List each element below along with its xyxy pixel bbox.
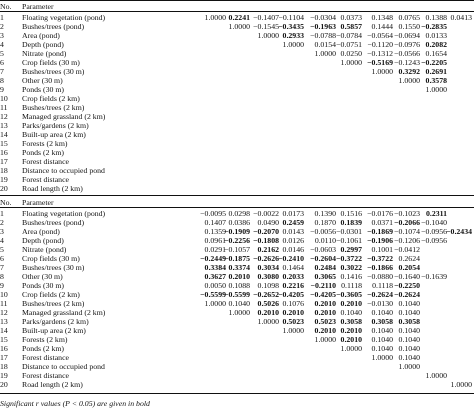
correlation-cell: 0.3080 [257, 272, 279, 281]
correlation-cell: −0.0412 [394, 245, 420, 254]
row-parameter: Road length (2 km) [22, 380, 83, 389]
correlation-cell: 1.0000 [204, 13, 226, 22]
table1-top-rule [0, 0, 474, 1]
correlation-cell: 0.2484 [314, 263, 336, 272]
correlation-cell: −0.2624 [367, 290, 393, 299]
correlation-cell: −0.0603 [310, 245, 336, 254]
correlation-cell: 1.0000 [282, 40, 304, 49]
correlation-cell: −0.0130 [367, 299, 393, 308]
row-number: 17 [0, 157, 8, 166]
correlation-cell: 0.1040 [371, 344, 393, 353]
row-number: 6 [0, 254, 4, 263]
correlation-cell: −0.2835 [421, 22, 447, 31]
correlation-cell: 0.2162 [257, 245, 279, 254]
row-parameter: Forests (2 km) [22, 335, 68, 344]
row-number: 11 [0, 299, 8, 308]
row-number: 4 [0, 236, 4, 245]
row-parameter: Crop fields (2 km) [22, 94, 80, 103]
row-parameter: Road length (2 km) [22, 184, 83, 193]
correlation-cell: 0.1550 [398, 22, 420, 31]
row-number: 10 [0, 290, 8, 299]
row-number: 7 [0, 263, 4, 272]
correlation-cell: −0.2410 [278, 254, 304, 263]
row-parameter: Managed grassland (2 km) [22, 308, 106, 317]
correlation-cell: 1.0000 [204, 299, 226, 308]
row-parameter: Crop fields (30 m) [22, 58, 80, 67]
correlation-cell: 0.0154 [314, 40, 336, 49]
correlation-cell: 0.1040 [371, 326, 393, 335]
correlation-cell: 0.1464 [282, 263, 304, 272]
correlation-cell: 1.0000 [450, 380, 472, 389]
correlation-cell: −0.4205 [310, 290, 336, 299]
correlation-cell: 0.2010 [257, 308, 279, 317]
correlation-cell: 1.0000 [314, 49, 336, 58]
correlation-cell: 0.2311 [425, 209, 447, 218]
correlation-cell: −0.0784 [336, 31, 362, 40]
row-parameter: Parks/gardens (2 km) [22, 317, 89, 326]
correlation-cell: 0.1416 [340, 272, 362, 281]
correlation-cell: 0.0373 [340, 13, 362, 22]
correlation-cell: 1.0000 [314, 335, 336, 344]
correlation-cell: 1.0000 [425, 371, 447, 380]
correlation-cell: 0.0413 [450, 13, 472, 22]
col-header-no: No. [0, 2, 12, 11]
correlation-cell: 0.1040 [398, 335, 420, 344]
correlation-cell: 0.2691 [425, 67, 447, 76]
correlation-cell: 0.2010 [282, 308, 304, 317]
row-parameter: Forest distance [22, 353, 69, 362]
correlation-cell: 0.3374 [228, 263, 250, 272]
correlation-cell: −0.0976 [394, 40, 420, 49]
correlation-cell: 1.0000 [340, 344, 362, 353]
correlation-cell: −0.2604 [310, 254, 336, 263]
correlation-cell: 1.0000 [398, 76, 420, 85]
table2-bottom-rule [0, 393, 474, 394]
correlation-cell: −0.2449 [200, 254, 226, 263]
correlation-cell: 0.0386 [228, 218, 250, 227]
correlation-cell: 0.2082 [425, 40, 447, 49]
row-number: 13 [0, 121, 8, 130]
correlation-cell: 0.2997 [340, 245, 362, 254]
correlation-cell: −0.1545 [253, 22, 279, 31]
correlation-cell: 0.2010 [314, 326, 336, 335]
row-parameter: Area (pond) [22, 227, 60, 236]
table2-header-rule [0, 207, 474, 208]
correlation-cell: −0.1909 [224, 227, 250, 236]
correlation-cell: 0.3384 [204, 263, 226, 272]
row-number: 11 [0, 103, 8, 112]
correlation-cell: −0.2624 [394, 290, 420, 299]
correlation-cell: −0.0566 [394, 49, 420, 58]
row-parameter: Ponds (2 km) [22, 344, 65, 353]
correlation-cell: −0.1875 [224, 254, 250, 263]
row-number: 2 [0, 218, 4, 227]
correlation-cell: 0.1839 [340, 218, 362, 227]
row-parameter: Nitrate (pond) [22, 49, 67, 58]
correlation-cell: −0.5169 [367, 58, 393, 67]
correlation-cell: 0.1348 [371, 13, 393, 22]
row-parameter: Built-up area (2 km) [22, 326, 86, 335]
row-number: 13 [0, 317, 8, 326]
row-number: 7 [0, 67, 4, 76]
row-parameter: Ponds (30 m) [22, 281, 65, 290]
col-header-parameter: Parameter [22, 2, 54, 11]
correlation-cell: 0.0133 [425, 31, 447, 40]
correlation-cell: −0.1074 [394, 227, 420, 236]
correlation-cell: −0.1104 [278, 13, 304, 22]
correlation-cell: −0.1120 [367, 40, 393, 49]
row-number: 1 [0, 209, 4, 218]
correlation-cell: −0.3722 [336, 254, 362, 263]
correlation-cell: −0.1869 [367, 227, 393, 236]
row-number: 19 [0, 175, 8, 184]
correlation-cell: 0.1040 [340, 308, 362, 317]
row-parameter: Distance to occupied pond [22, 166, 105, 175]
correlation-cell: 0.0126 [282, 236, 304, 245]
correlation-cell: 0.0298 [228, 209, 250, 218]
row-number: 18 [0, 362, 8, 371]
correlation-cell: −0.1808 [253, 236, 279, 245]
correlation-cell: 1.0000 [228, 22, 250, 31]
correlation-cell: −0.0301 [336, 227, 362, 236]
correlation-cell: 0.1040 [398, 344, 420, 353]
row-parameter: Forests (2 km) [22, 139, 68, 148]
correlation-cell: 0.0291 [204, 245, 226, 254]
row-parameter: Depth (pond) [22, 236, 64, 245]
correlation-cell: −0.1866 [367, 263, 393, 272]
correlation-cell: 0.0490 [257, 218, 279, 227]
correlation-cell: 0.1870 [314, 218, 336, 227]
row-parameter: Floating vegetation (pond) [22, 209, 106, 218]
row-number: 3 [0, 31, 4, 40]
correlation-cell: −0.2626 [253, 254, 279, 263]
correlation-cell: −0.0694 [394, 31, 420, 40]
row-number: 14 [0, 326, 8, 335]
correlation-cell: 0.2216 [282, 281, 304, 290]
correlation-cell: 0.1359 [204, 227, 226, 236]
correlation-cell: −0.0880 [367, 272, 393, 281]
correlation-cell: 0.1388 [425, 13, 447, 22]
table1-header-rule [0, 11, 474, 12]
row-number: 5 [0, 245, 4, 254]
correlation-cell: 0.5023 [282, 317, 304, 326]
row-number: 8 [0, 272, 4, 281]
row-parameter: Bushes/trees (30 m) [22, 67, 85, 76]
row-parameter: Bushes/trees (pond) [22, 22, 85, 31]
correlation-cell: 0.1040 [371, 308, 393, 317]
row-number: 12 [0, 308, 8, 317]
correlation-cell: 0.1001 [371, 245, 393, 254]
correlation-cell: 0.2933 [282, 31, 304, 40]
row-number: 16 [0, 148, 8, 157]
correlation-cell: −0.1206 [394, 236, 420, 245]
row-number: 5 [0, 49, 4, 58]
row-number: 20 [0, 184, 8, 193]
row-number: 8 [0, 76, 4, 85]
correlation-cell: 0.0371 [371, 218, 393, 227]
row-parameter: Other (30 m) [22, 272, 63, 281]
correlation-cell: 0.0050 [204, 281, 226, 290]
correlation-cell: 0.3627 [204, 272, 226, 281]
correlation-cell: −0.5599 [224, 290, 250, 299]
row-number: 4 [0, 40, 4, 49]
row-parameter: Bushes/trees (30 m) [22, 263, 85, 272]
correlation-cell: 1.0000 [398, 362, 420, 371]
correlation-cell: 1.0000 [257, 317, 279, 326]
row-parameter: Nitrate (pond) [22, 245, 67, 254]
correlation-cell: 0.2010 [314, 299, 336, 308]
row-parameter: Crop fields (30 m) [22, 254, 80, 263]
correlation-cell: −0.3605 [336, 290, 362, 299]
row-number: 12 [0, 112, 8, 121]
correlation-cell: 0.3292 [398, 67, 420, 76]
correlation-cell: −0.5599 [200, 290, 226, 299]
correlation-cell: −0.0956 [421, 236, 447, 245]
correlation-cell: 0.5026 [257, 299, 279, 308]
correlation-cell: 0.1654 [425, 49, 447, 58]
correlation-cell: 0.1076 [282, 299, 304, 308]
row-parameter: Managed grassland (2 km) [22, 112, 106, 121]
row-number: 6 [0, 58, 4, 67]
correlation-cell: −0.0176 [367, 209, 393, 218]
correlation-cell: 0.3058 [398, 317, 420, 326]
correlation-cell: 1.0000 [282, 326, 304, 335]
correlation-cell: −0.2434 [446, 227, 472, 236]
correlation-cell: 0.1516 [340, 209, 362, 218]
row-number: 20 [0, 380, 8, 389]
row-parameter: Forest distance [22, 157, 69, 166]
correlation-cell: 0.1118 [372, 281, 393, 290]
correlation-cell: 0.1040 [398, 299, 420, 308]
correlation-cell: 0.2624 [398, 254, 420, 263]
correlation-cell: −0.0788 [310, 31, 336, 40]
correlation-cell: 0.0173 [282, 209, 304, 218]
correlation-cell: −0.2652 [253, 290, 279, 299]
correlation-cell: −0.1057 [224, 245, 250, 254]
row-parameter: Distance to occupied pond [22, 362, 105, 371]
correlation-cell: 0.3022 [340, 263, 362, 272]
row-parameter: Forest distance [22, 371, 69, 380]
correlation-cell: 0.1040 [398, 353, 420, 362]
row-parameter: Built-up area (2 km) [22, 130, 86, 139]
correlation-cell: −0.1312 [367, 49, 393, 58]
correlation-cell: −0.4205 [278, 290, 304, 299]
correlation-cell: −0.1407 [253, 13, 279, 22]
row-number: 17 [0, 353, 8, 362]
correlation-cell: 0.1098 [257, 281, 279, 290]
correlation-cell: −0.0056 [310, 227, 336, 236]
correlation-cell: 0.0143 [282, 227, 304, 236]
correlation-cell: 0.5857 [340, 22, 362, 31]
correlation-cell: 0.1390 [314, 209, 336, 218]
correlation-cell: 0.1118 [341, 281, 362, 290]
correlation-cell: 0.1040 [228, 299, 250, 308]
correlation-cell: 1.0000 [228, 308, 250, 317]
row-number: 10 [0, 94, 8, 103]
row-number: 19 [0, 371, 8, 380]
row-number: 16 [0, 344, 8, 353]
correlation-cell: 0.3034 [257, 263, 279, 272]
correlation-cell: 1.0000 [425, 85, 447, 94]
correlation-cell: 0.2010 [340, 326, 362, 335]
row-parameter: Ponds (30 m) [22, 85, 65, 94]
correlation-cell: 1.0000 [340, 58, 362, 67]
correlation-cell: 0.0765 [398, 13, 420, 22]
correlation-cell: 0.0961 [204, 236, 226, 245]
row-number: 2 [0, 22, 4, 31]
table2-top-rule [0, 195, 474, 196]
row-number: 15 [0, 139, 8, 148]
correlation-cell: −0.0304 [310, 13, 336, 22]
correlation-cell: 0.1407 [204, 218, 226, 227]
correlation-cell: −0.1639 [421, 272, 447, 281]
row-parameter: Parks/gardens (2 km) [22, 121, 89, 130]
correlation-cell: 0.5023 [314, 317, 336, 326]
col-header-no: No. [0, 198, 12, 207]
correlation-cell: −0.2205 [421, 58, 447, 67]
row-number: 3 [0, 227, 4, 236]
correlation-cell: −0.1040 [421, 218, 447, 227]
correlation-cell: 1.0000 [371, 67, 393, 76]
correlation-cell: 1.0000 [371, 353, 393, 362]
correlation-cell: 0.2010 [340, 335, 362, 344]
correlation-cell: 0.2054 [398, 263, 420, 272]
row-number: 9 [0, 281, 4, 290]
correlation-cell: −0.2250 [394, 281, 420, 290]
correlation-cell: −0.1061 [336, 236, 362, 245]
correlation-cell: 0.3058 [371, 317, 393, 326]
row-parameter: Bushes/trees (2 km) [22, 103, 85, 112]
correlation-cell: −0.0095 [200, 209, 226, 218]
row-parameter: Depth (pond) [22, 40, 64, 49]
correlation-cell: 0.2033 [282, 272, 304, 281]
correlation-cell: 0.0250 [340, 49, 362, 58]
correlation-cell: 0.2010 [228, 272, 250, 281]
correlation-cell: −0.0564 [367, 31, 393, 40]
row-parameter: Bushes/trees (2 km) [22, 299, 85, 308]
correlation-cell: −0.2070 [253, 227, 279, 236]
correlation-cell: 0.1088 [228, 281, 250, 290]
correlation-cell: 0.0110 [314, 236, 336, 245]
correlation-cell: 0.1040 [398, 308, 420, 317]
correlation-cell: 0.2459 [282, 218, 304, 227]
correlation-cell: 0.1040 [398, 326, 420, 335]
correlation-cell: −0.1243 [394, 58, 420, 67]
correlation-cell: −0.0751 [336, 40, 362, 49]
correlation-cell: −0.3722 [367, 254, 393, 263]
row-parameter: Floating vegetation (pond) [22, 13, 106, 22]
correlation-cell: −0.1963 [310, 22, 336, 31]
correlation-cell: −0.2110 [310, 281, 336, 290]
correlation-cell: −0.2256 [224, 236, 250, 245]
correlation-cell: 0.3578 [425, 76, 447, 85]
correlation-cell: 0.2010 [340, 299, 362, 308]
correlation-cell: 0.2241 [228, 13, 250, 22]
row-parameter: Crop fields (2 km) [22, 290, 80, 299]
correlation-cell: 1.0000 [257, 31, 279, 40]
correlation-cell: −0.0022 [253, 209, 279, 218]
row-number: 9 [0, 85, 4, 94]
correlation-cell: 0.1040 [371, 335, 393, 344]
correlation-cell: 0.0146 [282, 245, 304, 254]
correlation-cell: −0.3435 [278, 22, 304, 31]
correlation-cell: −0.0956 [421, 227, 447, 236]
correlation-cell: −0.1023 [394, 209, 420, 218]
correlation-cell: −0.1640 [394, 272, 420, 281]
row-number: 1 [0, 13, 4, 22]
correlation-cell: −0.1906 [367, 236, 393, 245]
row-parameter: Ponds (2 km) [22, 148, 65, 157]
row-number: 18 [0, 166, 8, 175]
correlation-cell: 0.3065 [314, 272, 336, 281]
row-number: 14 [0, 130, 8, 139]
correlation-cell: 0.1444 [371, 22, 393, 31]
col-header-parameter: Parameter [22, 198, 54, 207]
row-number: 15 [0, 335, 8, 344]
significance-footnote: Significant r values (P < 0.05) are given in bold [0, 399, 150, 408]
correlation-cell: 0.3058 [340, 317, 362, 326]
row-parameter: Area (pond) [22, 31, 60, 40]
row-parameter: Bushes/trees (pond) [22, 218, 85, 227]
correlation-cell: 0.2010 [314, 308, 336, 317]
row-parameter: Other (30 m) [22, 76, 63, 85]
correlation-cell: −0.2066 [394, 218, 420, 227]
row-parameter: Forest distance [22, 175, 69, 184]
